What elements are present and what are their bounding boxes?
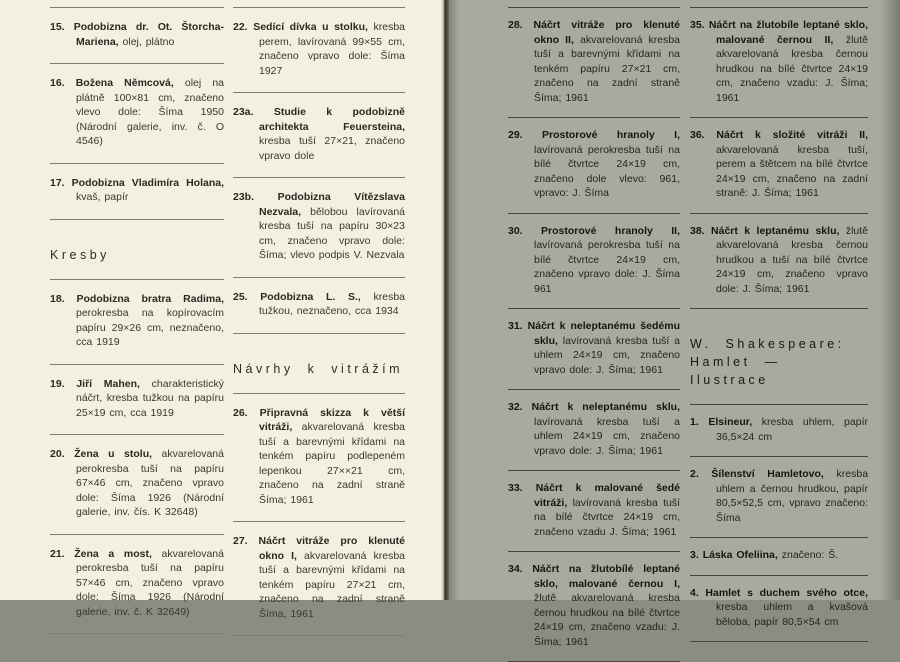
catalog-column-1	[50, 0, 224, 634]
section-heading	[690, 309, 868, 404]
entry-number: 26.	[233, 406, 248, 419]
entry-description: značeno: Š.	[781, 549, 839, 561]
entry-description: lavírovaná kresba tuší a uhlem 24×19 cm, značeno vpravo dole: J. Šíma; 1961	[534, 334, 680, 376]
catalog-entry	[50, 435, 224, 534]
catalog-entry	[690, 405, 868, 456]
entry-number: 20.	[50, 448, 65, 460]
catalog-entry	[233, 8, 405, 92]
entry-number: 3.	[690, 549, 699, 561]
right-page	[449, 0, 900, 648]
catalog-column-3	[508, 0, 680, 662]
entry-title: Náčrt k malované šedé vitráži,	[534, 482, 681, 509]
entry-number: 28.	[508, 19, 523, 31]
entry-title: Podobizna dr. Ot. Štorcha-Mariena,	[73, 21, 224, 48]
catalog-entry	[508, 390, 680, 470]
entry-title: Elsineur,	[708, 416, 753, 428]
entry-number: 16.	[50, 77, 65, 89]
entry-text	[690, 18, 868, 105]
entry-title: Náčrt k složité vitráži II,	[716, 129, 868, 141]
section-heading	[50, 220, 224, 279]
entry-text	[50, 292, 224, 350]
entry-description: akvarelovaná kresba tuší, perem a štětcem na bílé čtvrtce 24×19 cm, značeno na zadní straně: J. Šíma; 1961	[716, 143, 868, 199]
entry-description: akvarelovaná perokresba tuší na papíru 57×46 cm, značeno vpravo dole: Šíma 1926 (Národní galerie, inv. č. K 32649)	[76, 547, 224, 618]
entry-description: lavírovaná kresba tuší a uhlem 24×19 cm, značeno vpravo dole: J. Šíma; 1961	[534, 415, 680, 457]
entry-number: 21.	[50, 547, 65, 560]
entry-number: 34.	[508, 563, 523, 575]
section-heading-text: Návrhy k vitrážím	[233, 361, 404, 376]
entry-text	[508, 128, 680, 201]
entry-description: perokresba na kopírovacím papíru 29×26 cm, neznačeno, cca 1919	[76, 307, 224, 348]
page-edge-shadow	[880, 0, 900, 600]
left-page	[0, 0, 444, 620]
entry-title: Prostorové hranoly I,	[542, 129, 680, 141]
catalog-entry	[233, 93, 405, 177]
separator-rule	[50, 633, 224, 634]
entry-number: 1.	[690, 416, 699, 428]
catalog-entry	[690, 214, 868, 309]
entry-description: lavírovaná kresba tuší na bílé čtvrtce 24×19 cm, značeno vzadu J. Šíma; 1961	[534, 496, 681, 538]
catalog-entry	[50, 280, 224, 364]
entry-description: akvarelovaná perokresba tuší na papíru 67×46 cm, značeno vpravo dole: Šíma 1926 (Národní galerie, inv. čís. K 32648)	[76, 448, 224, 518]
entry-text	[690, 128, 868, 201]
entry-number: 25.	[233, 290, 248, 303]
entry-description: žlutě akvarelovaná kresba černou hrudkou na bílé čtvrtce 24×19 cm, značeno vzadu: J. Šíma; 1961	[534, 592, 680, 648]
entry-title: Podobizna L. S.,	[260, 290, 361, 303]
entry-number: 36.	[690, 129, 705, 141]
catalog-column-2	[233, 0, 405, 636]
entry-text	[508, 481, 680, 539]
entry-text	[508, 562, 680, 649]
entry-number: 31.	[508, 320, 523, 332]
entry-number: 23b.	[233, 191, 255, 203]
entry-description: charakteristický náčrt, kresba tužkou na papíru 25×19 cm, cca 1919	[76, 377, 224, 419]
section-heading	[233, 334, 405, 393]
entry-text	[508, 400, 680, 458]
entry-number: 18.	[50, 292, 65, 305]
separator-rule	[690, 641, 868, 642]
entry-text	[50, 76, 224, 149]
gutter-inner-shadow	[449, 0, 459, 600]
entry-text	[50, 547, 224, 620]
separator-rule	[233, 635, 405, 636]
entry-description: akvarelovaná kresba tuší a barevnými křídami na tenkém papíru 27×21 cm, značeno na zadní straně Šíma, 1961	[259, 549, 406, 620]
section-heading-text: W. Shakespeare:	[690, 337, 845, 351]
entry-title: Hamlet s duchem svého otce,	[705, 586, 868, 599]
entry-text	[50, 176, 224, 205]
catalog-entry	[508, 471, 680, 551]
entry-title: Připravná skizza k větší vitráži,	[259, 406, 405, 433]
entry-text	[233, 534, 405, 621]
entry-title: Žena a most,	[74, 547, 152, 560]
entry-description: kresba tuší 27×21, značeno vpravo dole	[259, 135, 405, 162]
entry-number: 38.	[690, 224, 705, 237]
entry-description: olej na plátně 100×81 cm, značeno vlevo dole: Šíma 1950 (Národní galerie, inv. č. O 4546)	[76, 77, 224, 147]
entry-text	[50, 20, 224, 49]
entry-number: 35.	[690, 19, 705, 31]
entry-number: 30.	[508, 224, 523, 237]
catalog-entry	[233, 178, 405, 277]
entry-title: Prostorové hranoly II,	[541, 224, 681, 237]
entry-title: Náčrt na žlutobíle leptané sklo, malované černou II,	[708, 19, 868, 46]
entry-number: 23a.	[233, 106, 254, 118]
section-heading-text: Kresby	[50, 247, 110, 262]
entry-number: 17.	[50, 176, 65, 189]
entry-text	[233, 190, 405, 263]
entry-text	[690, 467, 868, 525]
catalog-entry	[50, 64, 224, 163]
entry-text	[690, 224, 868, 297]
entry-description: kresba uhlem a černou hrudkou, papír 80,5×52,5 cm, vpravo značeno: Šíma	[716, 468, 869, 524]
entry-number: 19.	[50, 377, 65, 390]
entry-number: 2.	[690, 468, 699, 480]
entry-number: 32.	[508, 401, 523, 413]
catalog-entry	[50, 8, 224, 63]
entry-title: Sedící dívka u stolku,	[253, 21, 368, 33]
entry-description: lavírovaná perokresba tuší na bílé čtvrtce 24×19 cm, značeno dole vlevo: 961, vpravo: J. Šíma	[534, 143, 680, 199]
entry-description: žlutě akvarelovaná kresba černou hrudkou a tuší na bílé čtvrtce 24×19 cm, značeno vpravo dole: J. Šíma; 1961	[716, 224, 869, 295]
entry-title: Podobizna Vladimíra Holana,	[71, 176, 225, 189]
entry-title: Studie k podobizně architekta Feuersteina,	[259, 106, 406, 133]
entry-number: 33.	[508, 482, 523, 494]
catalog-entry	[233, 278, 405, 333]
entry-title: Náčrt k leptanému sklu,	[711, 224, 840, 237]
entry-text	[508, 18, 680, 105]
catalog-entry	[50, 164, 224, 219]
entry-title: Náčrt k neleptanému sklu,	[531, 401, 680, 413]
catalog-entry	[690, 118, 868, 213]
catalog-entry	[50, 535, 224, 634]
catalog-entry	[50, 365, 224, 435]
entry-title: Náčrt k neleptanému šedému sklu,	[527, 320, 680, 347]
entry-text	[690, 548, 868, 563]
entry-description: olej, plátno	[122, 35, 175, 48]
entry-description: kvaš, papír	[76, 191, 129, 203]
entry-title: Láska Ofeliina,	[702, 549, 778, 561]
catalog-entry	[233, 394, 405, 522]
catalog-entry	[233, 522, 405, 635]
catalog-entry	[690, 538, 868, 575]
catalog-entry	[508, 309, 680, 389]
entry-number: 22.	[233, 21, 248, 33]
catalog-entry	[690, 8, 868, 117]
entry-number: 27.	[233, 535, 248, 547]
entry-number: 29.	[508, 129, 523, 141]
entry-title: Podobizna Vítězslava Nezvala,	[259, 191, 405, 218]
entry-title: Jiří Mahen,	[76, 377, 140, 390]
entry-title: Božena Němcová,	[75, 77, 174, 89]
entry-text	[233, 406, 405, 508]
catalog-entry	[690, 576, 868, 642]
catalog-entry	[508, 214, 680, 309]
catalog-entry	[690, 457, 868, 537]
entry-number: 15.	[50, 21, 65, 33]
entry-description: kresba uhlem a kvašová běloba, papír 80,5×54 cm	[716, 601, 868, 628]
catalog-entry	[508, 552, 680, 661]
entry-title: Náčrt vitráže pro klenuté okno II,	[533, 19, 680, 46]
entry-title: Žena u stolu,	[74, 448, 153, 460]
entry-description: žlutě akvarelovaná kresba černou hrudkou na bílé čtvrtce 24×19 cm, značeno vzadu: J. Šíma; 1961	[716, 33, 868, 104]
entry-description: kresba tužkou, neznačeno, cca 1934	[259, 290, 405, 317]
catalog-entry	[508, 118, 680, 213]
entry-description: kresba perem, lavírovaná 99×55 cm, značeno vpravo dole: Šíma 1927	[259, 21, 406, 77]
entry-text	[508, 319, 680, 377]
entry-text	[690, 586, 868, 630]
entry-description: akvarelovaná kresba tuší a barevnými křídami na tenkém papíru 27×21 cm, značeno na zadní straně Šíma; 1961	[534, 33, 681, 104]
entry-text	[233, 105, 405, 163]
entry-description: akvarelovaná kresba tuší a barevnými křídami na tenkém papíru podlepeném lepenkou 27××21 cm, značeno na zadní straně Šíma; 1961	[259, 421, 406, 506]
entry-title: Náčrt na žlutobílé leptané sklo, malované černou I,	[532, 563, 680, 590]
catalog-column-4	[690, 0, 868, 642]
entry-text	[50, 447, 224, 520]
section-heading-text: Hamlet — Ilustrace	[690, 355, 781, 387]
entry-title: Podobizna bratra Radima,	[76, 292, 224, 305]
entry-number: 4.	[690, 586, 699, 599]
catalog-entry	[508, 8, 680, 117]
entry-text	[233, 20, 405, 78]
entry-text	[233, 290, 405, 319]
entry-text	[508, 224, 680, 297]
entry-description: bělobou lavírovaná kresba tuší na papíru 30×23 cm, značeno vpravo dole: Šíma; vlevo podpis V. Nezvala	[259, 205, 405, 261]
entry-description: kresba uhlem, papír 36,5×24 cm	[716, 416, 868, 443]
entry-title: Šílenství Hamletovo,	[711, 468, 824, 480]
entry-text	[690, 415, 868, 444]
entry-description: lavírovaná perokresba tuší na bílé čtvrtce 24×19 cm, značeno vpravo dole: J. Šíma 961	[534, 239, 680, 295]
entry-text	[50, 377, 224, 421]
entry-title: Náčrt vitráže pro klenuté okno I,	[258, 535, 405, 562]
